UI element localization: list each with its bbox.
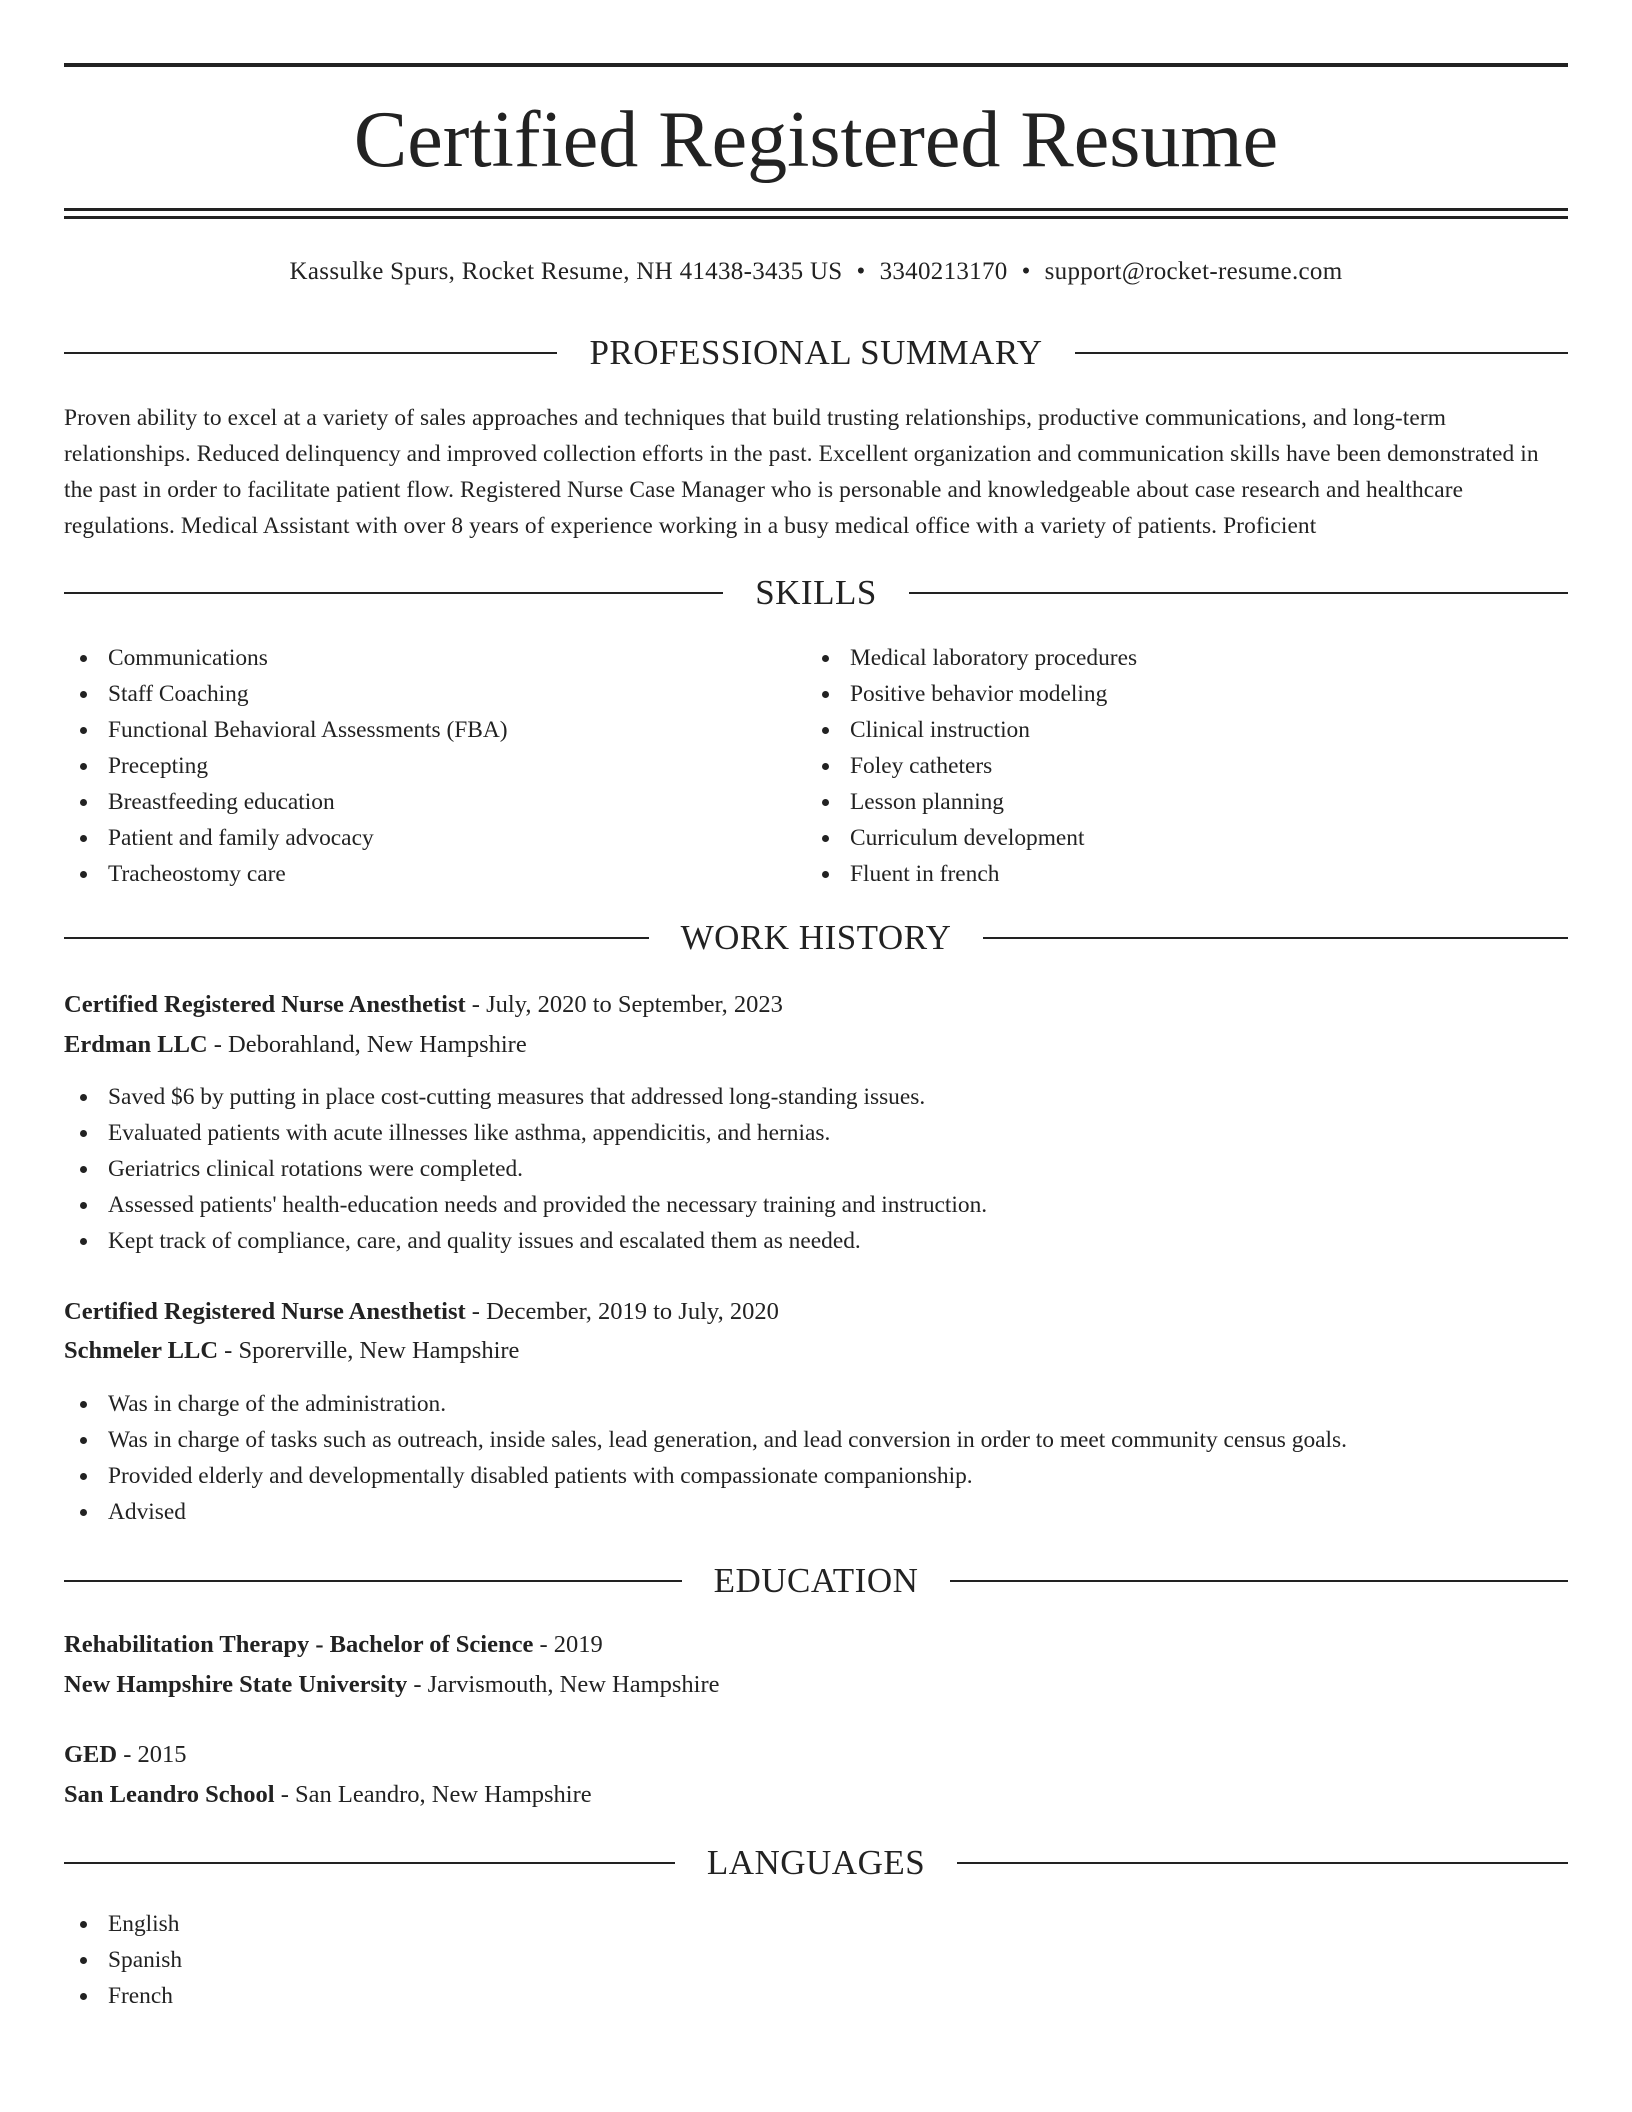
skill-item: Positive behavior modeling	[806, 676, 1566, 712]
job-dates: - July, 2020 to September, 2023	[465, 991, 783, 1018]
top-rule	[64, 63, 1568, 67]
heading-rule	[64, 937, 649, 939]
contact-separator: •	[1021, 258, 1031, 285]
skill-item: Curriculum development	[806, 820, 1566, 856]
job-title-line	[64, 987, 783, 1023]
skill-item: Precepting	[64, 748, 804, 784]
job-duty: Kept track of compliance, care, and quality issues and escalated them as needed.	[64, 1223, 1568, 1259]
school-line	[64, 1777, 592, 1813]
skills-column-left	[64, 640, 804, 892]
heading-rule	[64, 1580, 682, 1582]
job-duty: Saved $6 by putting in place cost-cutting measures that addressed long-standing issues.	[64, 1079, 1568, 1115]
degree-line	[64, 1737, 187, 1773]
summary-heading	[64, 331, 1568, 375]
job-location: - Sporerville, New Hampshire	[218, 1337, 520, 1364]
skill-item: Fluent in french	[806, 856, 1566, 892]
job-duty: Was in charge of tasks such as outreach, inside sales, lead generation, and lead conversion in order to meet community census goals.	[64, 1422, 1568, 1458]
job-duties-list	[64, 1386, 1568, 1530]
job-location: - Deborahland, New Hampshire	[207, 1031, 527, 1058]
degree-year: - 2019	[533, 1631, 603, 1658]
school-location: - San Leandro, New Hampshire	[274, 1781, 592, 1808]
languages-list	[64, 1906, 664, 2014]
work-history-heading	[64, 916, 1568, 960]
skill-item: Staff Coaching	[64, 676, 804, 712]
heading-rule	[1075, 352, 1568, 354]
skill-item: Clinical instruction	[806, 712, 1566, 748]
language-item: French	[64, 1978, 664, 2014]
heading-rule	[64, 1862, 675, 1864]
job-dates: - December, 2019 to July, 2020	[465, 1298, 779, 1325]
contact-line	[64, 255, 1568, 289]
job-title: Certified Registered Nurse Anesthetist	[64, 991, 466, 1018]
heading-rule	[64, 592, 723, 594]
job-company: Erdman LLC	[64, 1031, 208, 1058]
resume-title: Certified Registered Resume	[353, 96, 1279, 184]
section-title: EDUCATION	[713, 1561, 919, 1600]
heading-rule	[957, 1862, 1568, 1864]
section-title: PROFESSIONAL SUMMARY	[589, 333, 1043, 372]
job-duty: Advised	[64, 1494, 1568, 1530]
languages-heading	[64, 1841, 1568, 1885]
job-duty: Was in charge of the administration.	[64, 1386, 1568, 1422]
heading-rule	[950, 1580, 1568, 1582]
job-title: Certified Registered Nurse Anesthetist	[64, 1298, 466, 1325]
education-heading	[64, 1559, 1568, 1603]
skill-item: Breastfeeding education	[64, 784, 804, 820]
job-duty: Geriatrics clinical rotations were completed.	[64, 1151, 1568, 1187]
job-company-line	[64, 1333, 519, 1369]
degree-name: Rehabilitation Therapy - Bachelor of Science	[64, 1631, 534, 1658]
job-duty: Evaluated patients with acute illnesses like asthma, appendicitis, and hernias.	[64, 1115, 1568, 1151]
job-duty: Provided elderly and developmentally disabled patients with compassionate companionship.	[64, 1458, 1568, 1494]
section-title: WORK HISTORY	[680, 918, 952, 957]
language-item: English	[64, 1906, 664, 1942]
contact-email: support@rocket-resume.com	[1044, 258, 1343, 285]
title-rule-upper	[64, 208, 1568, 211]
skill-item: Medical laboratory procedures	[806, 640, 1566, 676]
title-rule-lower	[64, 216, 1568, 219]
heading-rule	[909, 592, 1568, 594]
degree-line	[64, 1627, 603, 1663]
contact-phone: 3340213170	[879, 258, 1008, 285]
job-company-line	[64, 1027, 527, 1063]
degree-name: GED	[64, 1741, 118, 1768]
job-title-line	[64, 1294, 779, 1330]
heading-rule	[64, 352, 557, 354]
job-duty: Assessed patients' health-education needs and provided the necessary training and instruction.	[64, 1187, 1568, 1223]
skill-item: Communications	[64, 640, 804, 676]
contact-separator: •	[856, 258, 866, 285]
job-company: Schmeler LLC	[64, 1337, 219, 1364]
skill-item: Tracheostomy care	[64, 856, 804, 892]
school-line	[64, 1667, 720, 1703]
skills-heading	[64, 571, 1568, 615]
school-name: San Leandro School	[64, 1781, 275, 1808]
school-location: - Jarvismouth, New Hampshire	[407, 1671, 720, 1698]
skill-item: Patient and family advocacy	[64, 820, 804, 856]
degree-year: - 2015	[117, 1741, 187, 1768]
heading-rule	[983, 937, 1568, 939]
section-title: SKILLS	[755, 573, 877, 612]
skills-column-right	[806, 640, 1566, 892]
language-item: Spanish	[64, 1942, 664, 1978]
skill-item: Functional Behavioral Assessments (FBA)	[64, 712, 804, 748]
contact-address: Kassulke Spurs, Rocket Resume, NH 41438-3435 US	[289, 258, 843, 285]
section-title: LANGUAGES	[706, 1843, 926, 1882]
skill-item: Lesson planning	[806, 784, 1566, 820]
job-duties-list	[64, 1079, 1568, 1259]
summary-text: Proven ability to excel at a variety of sales approaches and techniques that build trusting relationships, productive communications, and long-term relationships. Reduced delinquency and improved collection efforts in the past. Excellent organization and communication skills have been demonstrated in the past in order to facilitate patient flow. Registered Nurse Case Manager who is personable and knowledgeable about case research and healthcare regulations. Medical Assistant with over 8 years of experience working in a busy medical office with a variety of patients. Proficient	[64, 405, 1539, 539]
skill-item: Foley catheters	[806, 748, 1566, 784]
school-name: New Hampshire State University	[64, 1671, 408, 1698]
